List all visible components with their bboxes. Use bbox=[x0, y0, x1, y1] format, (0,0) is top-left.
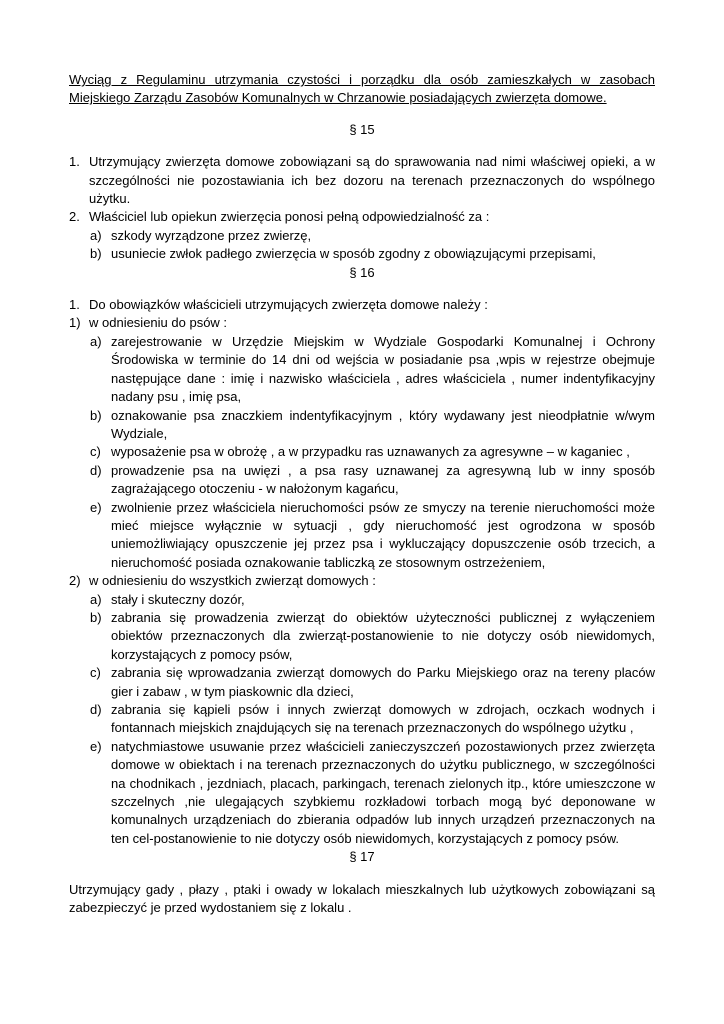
s16-group-1-item-label: c) bbox=[90, 444, 101, 460]
s16-group-2-text: w odniesieniu do wszystkich zwierząt domowych : bbox=[89, 573, 376, 589]
s16-group-2-label: 2) bbox=[69, 573, 81, 589]
s15-item-2a-label: a) bbox=[90, 227, 102, 243]
s16-group-1-item bbox=[69, 407, 655, 444]
s16-group-2-list bbox=[69, 591, 655, 849]
s15-item-1-number: 1. bbox=[69, 154, 80, 170]
s16-group-2-item-text: zabrania się prowadzenia zwierząt do obiektów użyteczności publicznej z wyłączeniem obiektów przeznaczonych dla zwierząt-postanowienie to nie dotyczy osób niewidomych, korzystających z pomocy psów, bbox=[111, 609, 655, 662]
s16-group-1-text: w odniesieniu do psów : bbox=[89, 315, 228, 331]
document-title bbox=[69, 71, 655, 108]
s15-item-2 bbox=[69, 208, 655, 226]
s16-group-1-item-text: wyposażenie psa w obrożę , a w przypadku ras uznawanych za agresywne – w kaganiec , bbox=[111, 444, 630, 460]
s16-group-1-item bbox=[69, 462, 655, 499]
s16-group-1-item-text: oznakowanie psa znaczkiem indentyfikacyjnym , który wydawany jest nieodpłatnie w/wym Wydziale, bbox=[111, 407, 655, 441]
s15-item-1-text: Utrzymujący zwierzęta domowe zobowiązani są do sprawowania nad nimi właściwej opieki, a w szczególności nie pozostawiania ich bez dozoru na terenach przeznaczonych do wspólnego użytku. bbox=[89, 154, 655, 207]
s15-item-1 bbox=[69, 153, 655, 208]
s16-group-1-item bbox=[69, 333, 655, 407]
s16-group-1-item-label: e) bbox=[90, 499, 102, 515]
s16-group-2-item-text: zabrania się wprowadzania zwierząt domowych do Parku Miejskiego oraz na tereny placów gier i zabaw , w tym piaskownic dla dzieci, bbox=[111, 665, 655, 699]
title-line-2: Miejskiego Zarządu Zasobów Komunalnych w Chrzanowie posiadających zwierzęta domowe. bbox=[69, 90, 607, 106]
s16-group-1 bbox=[69, 314, 655, 332]
s16-group-2-item bbox=[69, 609, 655, 664]
s16-group-2-item-label: b) bbox=[90, 609, 102, 625]
s16-group-2-item-text: zabrania się kąpieli psów i innych zwierząt domowych w zdrojach, oczkach wodnych i fontannach miejskich znajdujących się na terenach przeznaczonych do wspólnego użytku , bbox=[111, 702, 655, 736]
s16-group-2-item-label: a) bbox=[90, 591, 102, 607]
s15-item-2b-label: b) bbox=[90, 246, 102, 262]
s16-group-1-label: 1) bbox=[69, 315, 81, 331]
s15-item-2b-text: usuniecie zwłok padłego zwierzęcia w sposób zgodny z obowiązującymi przepisami, bbox=[111, 246, 596, 262]
s16-group-2-item-label: c) bbox=[90, 665, 101, 681]
s15-item-2-number: 2. bbox=[69, 209, 80, 225]
s16-group-2-item bbox=[69, 591, 655, 609]
s16-group-2-item bbox=[69, 738, 655, 848]
s16-group-2 bbox=[69, 572, 655, 590]
s16-group-2-item bbox=[69, 701, 655, 738]
s16-group-1-list bbox=[69, 333, 655, 572]
s16-intro-text: Do obowiązków właścicieli utrzymujących zwierzęta domowe należy : bbox=[89, 297, 488, 313]
s15-item-2a-text: szkody wyrządzone przez zwierzę, bbox=[111, 227, 312, 243]
s15-item-2-text: Właściciel lub opiekun zwierzęcia ponosi pełną odpowiedzialność za : bbox=[89, 209, 490, 225]
s16-group-2-item-text: stały i skuteczny dozór, bbox=[111, 591, 245, 607]
section-15-heading: § 15 bbox=[349, 121, 375, 137]
s16-group-1-item-text: zwolnienie przez właściciela nieruchomości psów ze smyczy na terenie nieruchomości może mieć miejsce wyłącznie w sytuacji , gdy nieruchomość jest ogrodzona w sposób uniemożliwiający opuszczenie jej przez psa i wykluczający dopuszczenie osób trzecich, a nieruchomość posiada oznakowanie tabliczką ze stosownym ostrzeżeniem, bbox=[111, 499, 655, 570]
section-16-heading: § 16 bbox=[349, 264, 375, 280]
s16-group-1-item-label: a) bbox=[90, 333, 102, 349]
s16-group-2-item bbox=[69, 664, 655, 701]
title-line-1: Wyciąg z Regulaminu utrzymania czystości i porządku dla osób zamieszkałych w zasobach bbox=[69, 72, 655, 87]
s16-group-1-item-text: prowadzenie psa na uwięzi , a psa rasy uznawanej za agresywną lub w inny sposób zagrażającego otoczeniu - w nałożonym kagańcu, bbox=[111, 462, 655, 497]
s16-group-1-item-label: d) bbox=[90, 462, 102, 478]
section-17-heading: § 17 bbox=[349, 849, 375, 865]
s16-group-1-item bbox=[69, 499, 655, 573]
s15-item-2b bbox=[69, 245, 655, 263]
s16-group-1-item-label: b) bbox=[90, 407, 102, 423]
s16-intro bbox=[69, 296, 655, 314]
s17-text: Utrzymujący gady , płazy , ptaki i owady w lokalach mieszkalnych lub użytkowych zobowiązani są zabezpieczyć je przed wydostaniem się z lokalu . bbox=[69, 881, 655, 916]
s16-group-1-item-text: zarejestrowanie w Urzędzie Miejskim w Wydziale Gospodarki Komunalnej i Ochrony Środowiska w terminie do 14 dni od wejścia w posiadanie psa ,wpis w rejestrze obejmuje następujące dane : imię i nazwisko właściciela , adres właściciela , numer indentyfikacyjny nadany psu , imię psa, bbox=[111, 333, 655, 405]
document-page bbox=[69, 71, 655, 917]
s16-intro-number: 1. bbox=[69, 297, 80, 313]
s16-group-2-item-label: d) bbox=[90, 702, 102, 717]
s16-group-2-item-label: e) bbox=[90, 738, 102, 754]
s16-group-2-item-text: natychmiastowe usuwanie przez właścicieli zanieczyszczeń pozostawionych przez zwierzęta domowe w obiektach i na terenach przeznaczonych do użytku publicznego, w szczególności na chodnikach , jezdniach, placach, parkingach, terenach zielonych itp., które umieszczone w szczelnych ,nie ulegających szybkiemu rozkładowi torbach mogą być deponowane w komunalnych urządzeniach do zbierania odpadów lub innych urządzeń przeznaczonych na ten cel-postanowienie to nie dotyczy osób niewidomych, korzystających z pomocy psów. bbox=[111, 738, 655, 846]
s16-group-1-item bbox=[69, 443, 655, 461]
s15-item-2a bbox=[69, 227, 655, 245]
